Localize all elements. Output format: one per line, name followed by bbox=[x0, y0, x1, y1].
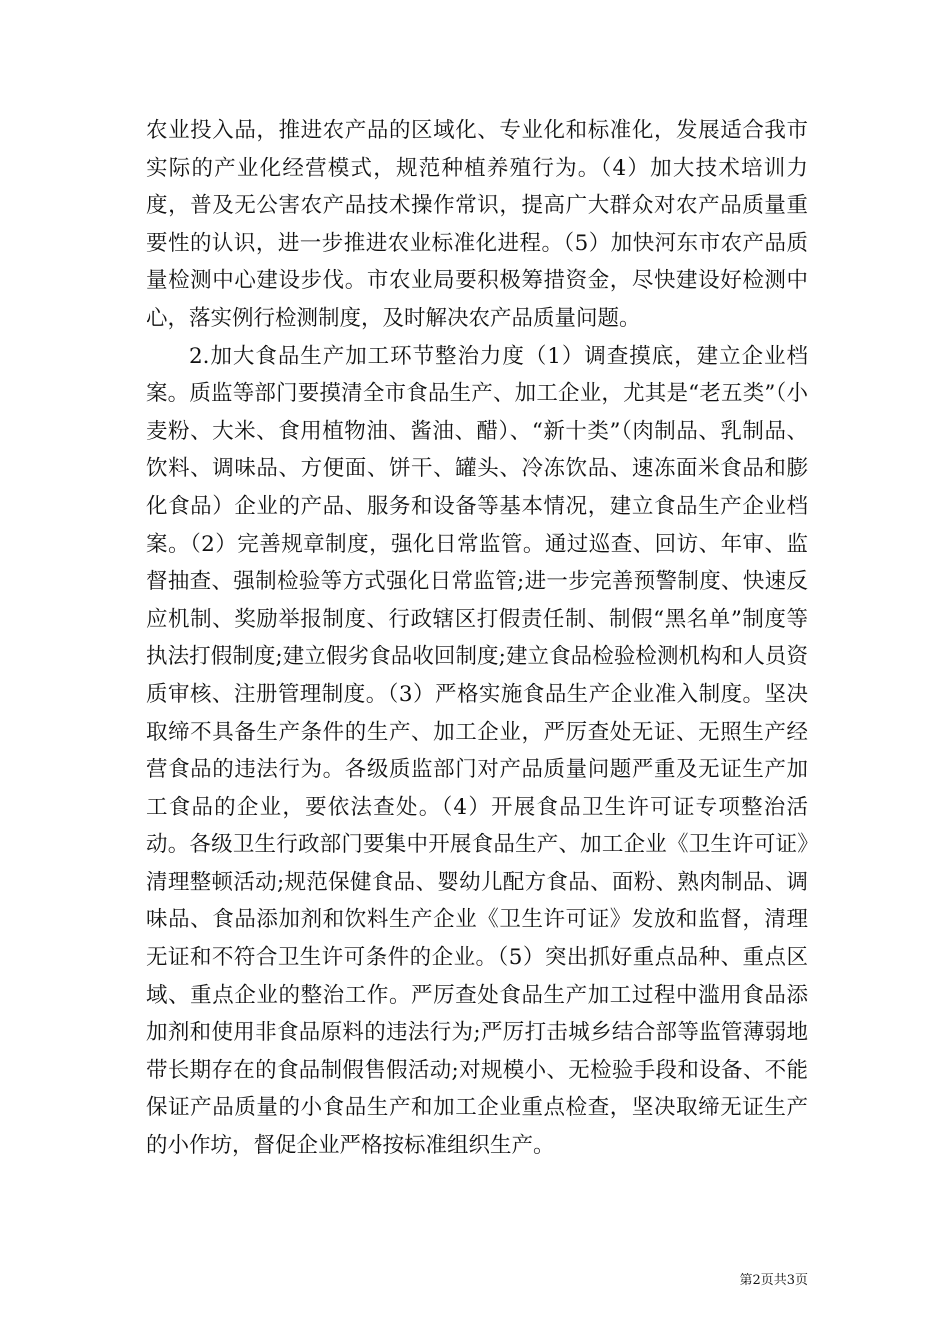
paragraph-agricultural-inputs: 农业投入品，推进农产品的区域化、专业化和标准化，发展适合我市实际的产业化经营模式，规范种植养殖行为。（4）加大技术培训力度，普及无公害农产品技术操作常识，提高广大群众对农产品质量重要性的认识，进一步推进农业标准化进程。（5）加快河东市农产品质量检测中心建设步伐。市农业局要积极筹措资金，尽快建设好检测中心，落实例行检测制度，及时解决农产品质量问题。 bbox=[146, 118, 808, 331]
document-body bbox=[146, 112, 808, 1165]
paragraph-food-production: 2.加大食品生产加工环节整治力度（1）调查摸底，建立企业档案。质监等部门要摸清全市食品生产、加工企业，尤其是“老五类”（小麦粉、大米、食用植物油、酱油、醋）、“新十类”（肉制品、乳制品、饮料、调味品、方便面、饼干、罐头、冷冻饮品、速冻面米食品和膨化食品）企业的产品、服务和设备等基本情况，建立食品生产企业档案。（2）完善规章制度，强化日常监管。通过巡查、回访、年审、监督抽查、强制检验等方式强化日常监管;进一步完善预警制度、快速反应机制、奖励举报制度、行政辖区打假责任制、制假“黑名单”制度等执法打假制度;建立假劣食品收回制度;建立食品检验检测机构和人员资质审核、注册管理制度。（3）严格实施食品生产企业准入制度。坚决取缔不具备生产条件的生产、加工企业，严厉查处无证、无照生产经营食品的违法行为。各级质监部门对产品质量问题严重及无证生产加工食品的企业，要依法查处。（4）开展食品卫生许可证专项整治活动。各级卫生行政部门要集中开展食品生产、加工企业《卫生许可证》清理整顿活动;规范保健食品、婴幼儿配方食品、面粉、熟肉制品、调味品、食品添加剂和饮料生产企业《卫生许可证》发放和监督，清理无证和不符合卫生许可条件的企业。（5）突出抓好重点品种、重点区域、重点企业的整治工作。严厉查处食品生产加工过程中滥用食品添加剂和使用非食品原料的违法行为;严厉打击城乡结合部等监管薄弱地带长期存在的食品制假售假活动;对规模小、无检验手段和设备、不能保证产品质量的小食品生产和加工企业重点检查，坚决取缔无证生产的小作坊，督促企业严格按标准组织生产。 bbox=[146, 343, 808, 1159]
page-number-footer: 第2页共3页 bbox=[739, 1273, 808, 1288]
